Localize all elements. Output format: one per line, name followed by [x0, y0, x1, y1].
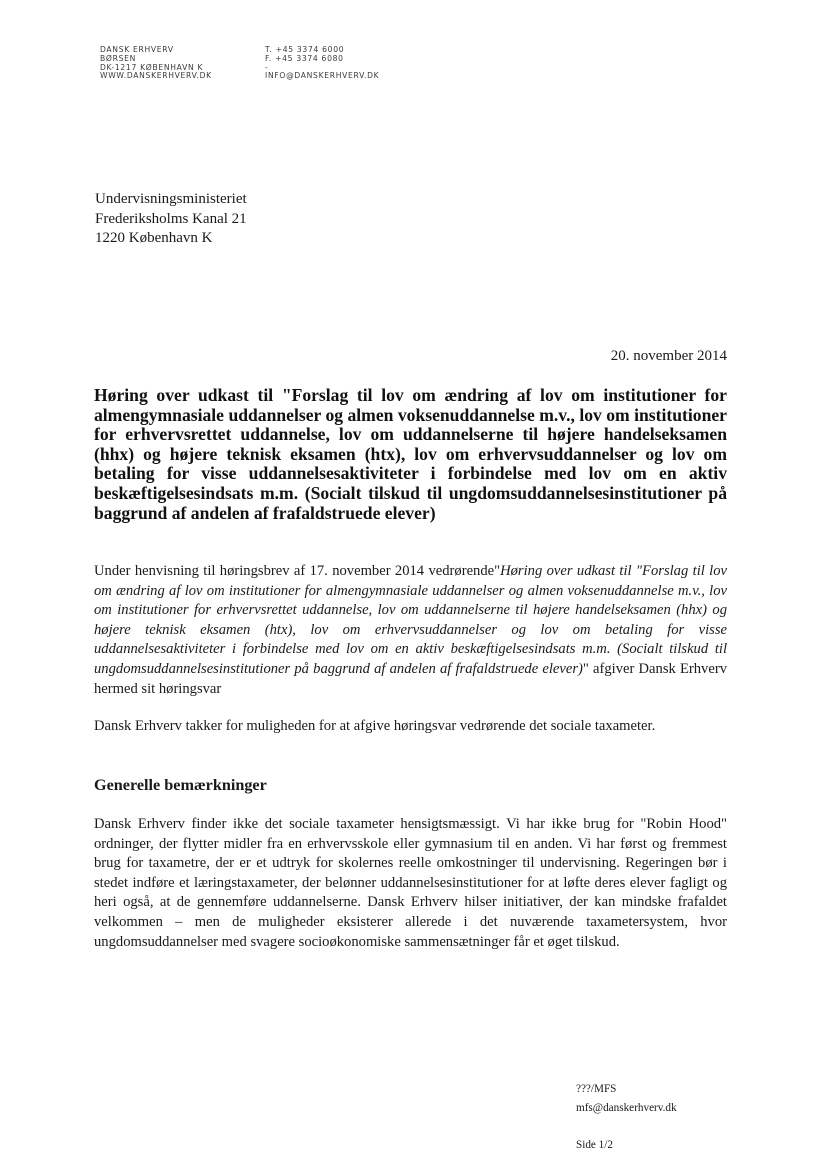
intro-italic: Høring over udkast til "Forslag til lov om ændring af lov om institutioner for almengymnasiale uddannelser og almen voksenuddannelse m.v., lov om institutioner for erhvervsrettet uddannelse, lov om uddannelserne til højere handelseksamen (hhx) og højere teknisk eksamen (htx), lov om erhvervsuddannelser og lov om betaling for visse uddannelsesaktiviteter i forbindelse med lov om en aktiv beskæftigelsesindsats m.m. (Socialt tilskud til ungdomsuddannelsesinstitutioner på baggrund af andelen af frafaldstruede elever) — [94, 563, 728, 677]
recipient-address — [95, 190, 247, 249]
footer-email: mfs@danskerhverv.dk — [576, 1102, 677, 1114]
sender-postal: DK-1217 KØBENHAVN K — [100, 62, 204, 72]
recipient-street: Frederiksholms Kanal 21 — [95, 210, 247, 227]
sender-fax: F. +45 3374 6080 — [265, 53, 344, 63]
sender-building: BØRSEN — [100, 53, 136, 63]
section-heading: Generelle bemærkninger — [94, 776, 267, 794]
sender-name: DANSK ERHVERV — [100, 45, 174, 54]
page-number: Side 1/2 — [576, 1139, 613, 1151]
recipient-city: 1220 København K — [95, 230, 213, 246]
thanks-paragraph: Dansk Erhverv takker for muligheden for at afgive høringsvar vedrørende det sociale taxameter. — [94, 718, 656, 734]
intro-paragraph — [94, 562, 727, 699]
sender-phone: T. +45 3374 6000 — [265, 45, 345, 54]
intro-suffix: " afgiver Dansk Erhverv hermed sit høringsvar — [94, 660, 727, 697]
sender-contact — [265, 46, 379, 81]
letter-date: 20. november 2014 — [610, 348, 727, 364]
sender-email: INFO@DANSKERHVERV.DK — [265, 71, 380, 81]
footer-ref: ???/MFS — [576, 1083, 617, 1095]
letter-title: Høring over udkast til "Forslag til lov om ændring af lov om institutioner for almengymnasiale uddannelser og almen voksenuddannelse m.v., lov om institutioner for erhvervsrettet uddannelse, lov om uddannelserne til højere handelseksamen (hhx) og højere teknisk eksamen (htx), lov om erhvervsuddannelser og lov om betaling for visse uddannelsesaktiviteter i forbindelse med lov om en aktiv beskæftigelsesindsats m.m. (Socialt tilskud til ungdomsuddannelsesinstitutioner på baggrund af andelen af frafaldstruede elever) — [94, 385, 727, 523]
sender-dash: - — [265, 62, 269, 72]
section-body: Dansk Erhverv finder ikke det sociale taxameter hensigtsmæssigt. Vi har ikke brug for "Robin Hood" ordninger, der flytter midler fra en erhvervsskole eller gymnasium til en anden. Vi har først og fremmest brug for taxametre, der er et udtryk for skolernes reelle omkostninger til undervisning. Regeringen bør i stedet indføre et læringstaxameter, der belønner uddannelsesinstitutioner for at løfte deres elever fagligt og heri også, at de gennemføre uddannelserne. Dansk Erhverv hilser initiativer, der kan mindske frafaldet velkommen – men de muligheder eksisterer allerede i det nuværende taxametersystem, hvor ungdomsuddannelser med svagere socioøkonomiske sammensætninger får et øget tilskud. — [94, 816, 727, 950]
sender-address — [100, 46, 212, 81]
recipient-name: Undervisningsministeriet — [95, 191, 247, 207]
intro-prefix: Under henvisning til høringsbrev af 17. november 2014 vedrørende" — [94, 563, 501, 579]
sender-website: WWW.DANSKERHVERV.DK — [100, 71, 212, 81]
footer-block — [576, 1080, 677, 1155]
